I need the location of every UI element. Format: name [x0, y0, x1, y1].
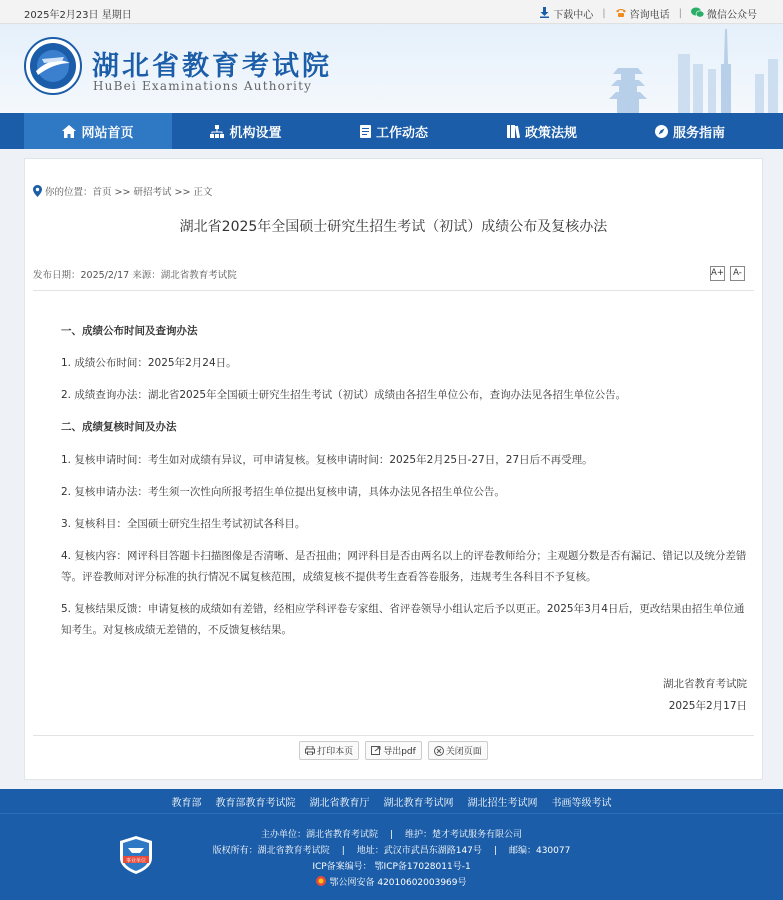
site-title: 湖北省教育考试院: [92, 51, 332, 82]
close-icon: [434, 746, 444, 756]
article-meta: 发布日期：2025/2/17 来源：湖北省教育考试院: [33, 270, 237, 281]
divider: |: [602, 8, 606, 19]
printer-icon: [305, 746, 315, 755]
footer-maintain: 维护：楚才考试服务有限公司: [405, 830, 523, 840]
footer-link[interactable]: 教育部: [171, 797, 202, 809]
nav-news-label: 工作动态: [375, 125, 428, 141]
consult-phone-link[interactable]: [615, 6, 670, 21]
site-subtitle: HuBei Examinations Authority: [93, 79, 313, 93]
main-nav: [0, 113, 783, 149]
consult-phone-label: 咨询电话: [629, 10, 670, 21]
close-page-label: 关闭页面: [445, 747, 482, 757]
breadcrumb: [33, 184, 212, 198]
location-pin-icon: [33, 185, 42, 197]
nav-org[interactable]: [172, 113, 320, 149]
font-size-controls: [705, 266, 745, 281]
paragraph: 1. 复核申请时间：考生如对成绩有异议，可申请复核。复核申请时间：2025年2月25日-27日，27日后不再受理。: [61, 454, 593, 466]
section-heading-1: 一、成绩公布时间及查询办法: [61, 325, 198, 337]
footer-line-1: 主办单位：湖北省教育考试院 | 维护：楚才考试服务有限公司: [260, 830, 523, 840]
export-icon: [371, 746, 381, 755]
breadcrumb-text[interactable]: 你的位置：首页 >> 研招考试 >> 正文: [45, 187, 213, 198]
footer-link[interactable]: 湖北教育考试网: [383, 797, 454, 809]
export-pdf-button[interactable]: [365, 741, 422, 760]
divider: [33, 735, 754, 736]
wechat-label: 微信公众号: [707, 10, 757, 21]
skyline-illustration: [543, 24, 783, 113]
font-decrease-button[interactable]: A-: [730, 266, 745, 281]
top-bar: [0, 0, 783, 24]
divider: [33, 290, 754, 291]
footer-copyright: 版权所有：湖北省教育考试院: [212, 846, 330, 856]
phone-icon: [615, 7, 627, 21]
close-page-button[interactable]: [428, 741, 488, 760]
section-heading-2: 二、成绩复核时间及办法: [61, 421, 177, 433]
document-icon: [360, 125, 371, 138]
top-links: [539, 6, 757, 21]
site-footer: [0, 813, 783, 900]
footer-icp[interactable]: ICP备案编号： 鄂ICP备17028011号-1: [312, 862, 471, 872]
compass-icon: [655, 125, 668, 138]
footer-police[interactable]: 鄂公网安备 42010602003969号: [329, 878, 467, 888]
paragraph: 2. 复核申请办法：考生须一次性向所报考招生单位提出复核申请，具体办法见各招生单位公告。: [61, 486, 505, 498]
paragraph: 5. 复核结果反馈：申请复核的成绩如有差错，经相应学科评卷专家组、省评卷领导小组认定后予以更正。2025年3月4日后，更改结果由招生单位通知考生。对复核成绩无差错的，不反馈复核结果。: [61, 603, 745, 636]
footer-link[interactable]: 湖北招生考试网: [467, 797, 538, 809]
nav-home[interactable]: [24, 113, 172, 149]
wechat-icon: [691, 7, 704, 21]
nav-org-label: 机构设置: [229, 125, 282, 141]
export-pdf-label: 导出pdf: [383, 747, 416, 757]
divider: |: [678, 8, 682, 19]
font-increase-button[interactable]: A+: [710, 266, 725, 281]
footer-link[interactable]: 湖北省教育厅: [309, 797, 370, 809]
footer-address: 地址：武汉市武昌东湖路147号: [356, 846, 482, 856]
print-label: 打印本页: [317, 747, 354, 757]
org-chart-icon: [210, 125, 224, 138]
paragraph: 3. 复核科目：全国硕士研究生招生考试初试各科目。: [61, 518, 306, 530]
footer-police-line: [0, 875, 783, 888]
footer-line-2: 版权所有：湖北省教育考试院 | 地址：武汉市武昌东湖路147号 | 邮编：430077: [212, 846, 571, 856]
footer-link[interactable]: 教育部教育考试院: [215, 797, 296, 809]
article-card: [24, 158, 763, 780]
print-button[interactable]: [299, 741, 359, 760]
nav-home-label: 网站首页: [81, 125, 134, 141]
footer-sponsor: 主办单位：湖北省教育考试院: [260, 830, 378, 840]
badge-text: 事业单位: [125, 858, 147, 864]
current-date: 2025年2月23日 星期日: [24, 10, 132, 21]
footer-postcode: 邮编：430077: [508, 846, 571, 856]
wechat-link[interactable]: [691, 6, 757, 21]
paragraph: 4. 复核内容：网评科目答题卡扫描图像是否清晰、是否扭曲；网评科目是否由两名以上的评卷教师给分；主观题分数是否有漏记、错记以及统分差错等。评卷教师对评分标准的执行情况不属复核范围，成绩复核不提供考生查看答卷服务，违规考生各科目不予复核。: [61, 550, 747, 583]
download-center-label: 下载中心: [553, 10, 594, 21]
download-icon: [539, 7, 550, 21]
police-emblem-icon: [316, 876, 326, 886]
site-header: [0, 24, 783, 113]
site-logo[interactable]: [24, 37, 82, 95]
download-center-link[interactable]: [539, 6, 593, 21]
article-actions: [25, 741, 762, 760]
nav-guide-label: 服务指南: [672, 125, 725, 141]
signature-org: 湖北省教育考试院: [663, 678, 747, 690]
paragraph: 2. 成绩查询办法：湖北省2025年全国硕士研究生招生考试（初试）成绩由各招生单位公布，查询办法见各招生单位公告。: [61, 389, 627, 401]
nav-news[interactable]: [320, 113, 468, 149]
nav-guide[interactable]: [616, 113, 764, 149]
home-icon: [62, 125, 76, 138]
footer-links: [0, 789, 783, 813]
paragraph: 1. 成绩公布时间：2025年2月24日。: [61, 357, 237, 369]
signature-date: 2025年2月17日: [668, 700, 747, 712]
nav-policy[interactable]: [468, 113, 616, 149]
article-title: 湖北省2025年全国硕士研究生招生考试（初试）成绩公布及复核办法: [179, 219, 608, 235]
nav-policy-label: 政策法规: [524, 125, 577, 141]
book-icon: [507, 125, 520, 138]
footer-link[interactable]: 书画等级考试: [551, 797, 612, 809]
